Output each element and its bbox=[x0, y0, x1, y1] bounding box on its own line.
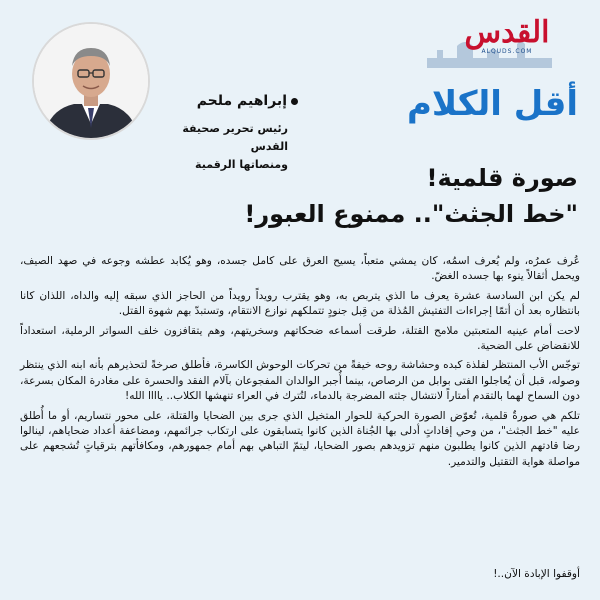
closing-line: أوقفوا الإبادة الآن..! bbox=[493, 568, 580, 580]
author-role-line1: رئيس تحرير صحيفة القدس bbox=[182, 122, 288, 153]
author-photo bbox=[32, 22, 150, 140]
article-headline bbox=[18, 160, 578, 232]
headline-line2: "خط الجثث".. ممنوع العبور! bbox=[244, 200, 578, 228]
body-paragraph: تلكم هي صورةٌ قلمية، تُعوّض الصورة الحركية للحوار المتخيل الذي جرى بين الضحايا والقتلة، على محور نتساريم، أو ما أُطلق عليه "خط الجثث"، من وحي إفاداتٍ أدلى بها الجُناة الذين كانوا يتسابقون على ارتكاب جرائمهم، ومضاعفة أعداد ضحاياهم، لينالوا رضا قادتهم الذين كانوا يطلبون منهم تزويدهم بصور الضحايا، ليتمّ التباهي بهم أمام جمهورهم، ومكافأتهم بترقياتٍ تُشجعهم على مواصلة هواية التقتيل والتدمير. bbox=[20, 409, 580, 468]
body-paragraph: لاحت أمام عينيه المتعبتين ملامح القتلة، طرقت أسماعه ضحكاتهم وسخريتهم، وهم يتقافزون خلف السواتر الرملية، استعداداً للانقضاض على الضحية. bbox=[20, 324, 580, 353]
column-title: أقل الكلام bbox=[406, 84, 578, 124]
body-paragraph: عُرف عمرُه، ولم يُعرف اسمُه، كان يمشي متعباً، يسيح العرق على كامل جسده، وهو يُكابد عطشه وجوعه في صهد الصيف، ويحمل أثقالاً ينوء بها جسده الغضّ. bbox=[20, 255, 580, 283]
bullet-dot-icon bbox=[291, 98, 298, 105]
logo-subtext: ALQUDS.COM bbox=[481, 48, 533, 55]
author-name bbox=[148, 93, 298, 109]
body-paragraph: لم يكن ابن السادسة عشرة يعرف ما الذي يتربص به، وهو يقترب رويداً رويداً من الحاجز الذي سبقه إليه والداه، اللذان كانا بانتظاره بعد أن أتمّا إجراءات التفتيش المُذلة من قِبل جنودٍ تتملكهم نوازع الانتقام، وتستبدّ بهم شهوة القتل. bbox=[20, 289, 580, 318]
author-name-text: إبراهيم ملحم bbox=[196, 93, 287, 109]
logo-text: القدس bbox=[464, 15, 550, 50]
article-body bbox=[20, 254, 580, 474]
headline-line1: صورة قلمية! bbox=[426, 164, 578, 192]
author-role-line2: ومنصاتها الرقمية bbox=[195, 158, 288, 171]
body-paragraph: توجّس الأب المنتظر لفلذة كبده وحشاشة روحه خيفةً من تحركات الوحوش الكاسرة، فأطلق صرخةً لتحذيرهم بأنه ابنه الذي ينتظر وصوله، قبل أن يُعاجلوا الفتى بوابل من الرصاص، بينما أُجبر الوالدان المفجوعان بآلام الفقد والحسرة على مغادرة المكان بسرعة، دون السماح لهما بالتقدم أمتاراً لانتشال جثته المضرجة بالدماء، لتُترك في العراء تنهشها الكلاب.. ياااا الله! bbox=[20, 359, 580, 403]
masthead-logo[interactable] bbox=[432, 16, 582, 62]
author-portrait-icon bbox=[34, 24, 148, 138]
